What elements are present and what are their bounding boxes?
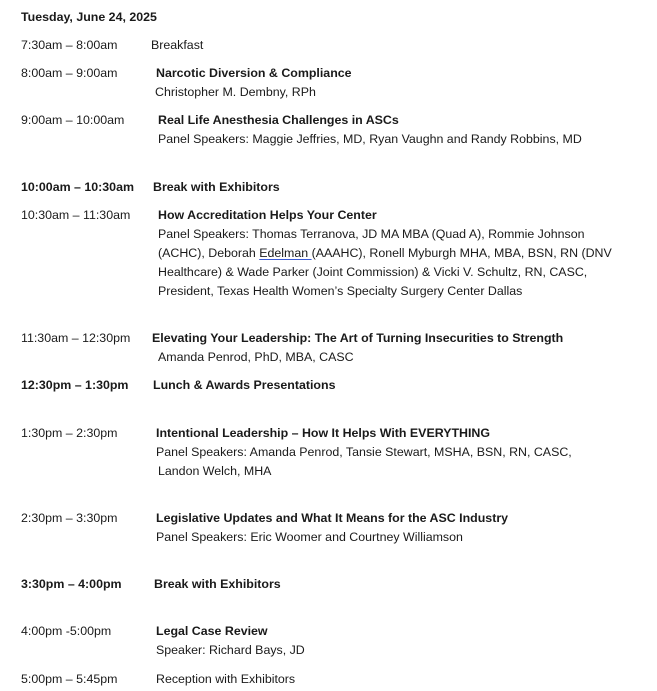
speaker-text: (AAAHC), Ronell Myburgh MHA, MBA, BSN, RN (DNV [311,246,612,260]
session-speakers: Panel Speakers: Amanda Penrod, Tansie Stewart, MSHA, BSN, RN, CASC, [156,445,572,459]
session-title: Real Life Anesthesia Challenges in ASCs [158,113,399,127]
spellcheck-word[interactable]: Edelman [259,246,312,260]
session-time: 2:30pm – 3:30pm [21,511,118,525]
session-time: 8:00am – 9:00am [21,66,118,80]
session-speakers: Landon Welch, MHA [158,464,272,478]
date-heading: Tuesday, June 24, 2025 [21,10,157,24]
session-speakers: Speaker: Richard Bays, JD [156,643,305,657]
session-title: Break with Exhibitors [153,180,280,194]
session-speakers: Healthcare) & Wade Parker (Joint Commission) & Vicki V. Schultz, RN, CASC, [158,265,588,279]
session-time: 3:30pm – 4:00pm [21,577,122,591]
session-time: 5:00pm – 5:45pm [21,672,118,686]
session-speakers: President, Texas Health Women’s Specialty Surgery Center Dallas [158,284,523,298]
session-speakers [158,245,612,261]
session-speakers: Panel Speakers: Maggie Jeffries, MD, Ryan Vaughn and Randy Robbins, MD [158,132,582,146]
session-title: Lunch & Awards Presentations [153,378,336,392]
session-speakers: Panel Speakers: Thomas Terranova, JD MA MBA (Quad A), Rommie Johnson [158,227,585,241]
session-time: 12:30pm – 1:30pm [21,378,129,392]
speaker-text: (ACHC), Deborah [158,246,260,260]
session-title: Elevating Your Leadership: The Art of Turning Insecurities to Strength [152,331,564,345]
session-title: Reception with Exhibitors [156,672,296,686]
session-time: 10:30am – 11:30am [21,208,131,222]
session-speakers: Amanda Penrod, PhD, MBA, CASC [158,350,354,364]
session-time: 11:30am – 12:30pm [21,331,131,345]
session-title: Narcotic Diversion & Compliance [156,66,352,80]
session-time: 4:00pm -5:00pm [21,624,112,638]
session-title: How Accreditation Helps Your Center [158,208,377,222]
session-time: 10:00am – 10:30am [21,180,134,194]
session-speakers: Panel Speakers: Eric Woomer and Courtney Williamson [156,530,463,544]
session-speakers: Christopher M. Dembny, RPh [155,85,316,99]
session-title: Legal Case Review [156,624,268,638]
session-title: Breakfast [151,38,204,52]
session-title: Break with Exhibitors [154,577,281,591]
session-time: 9:00am – 10:00am [21,113,125,127]
session-title: Legislative Updates and What It Means for the ASC Industry [156,511,509,525]
session-time: 1:30pm – 2:30pm [21,426,118,440]
session-time: 7:30am – 8:00am [21,38,118,52]
session-title: Intentional Leadership – How It Helps With EVERYTHING [156,426,491,440]
